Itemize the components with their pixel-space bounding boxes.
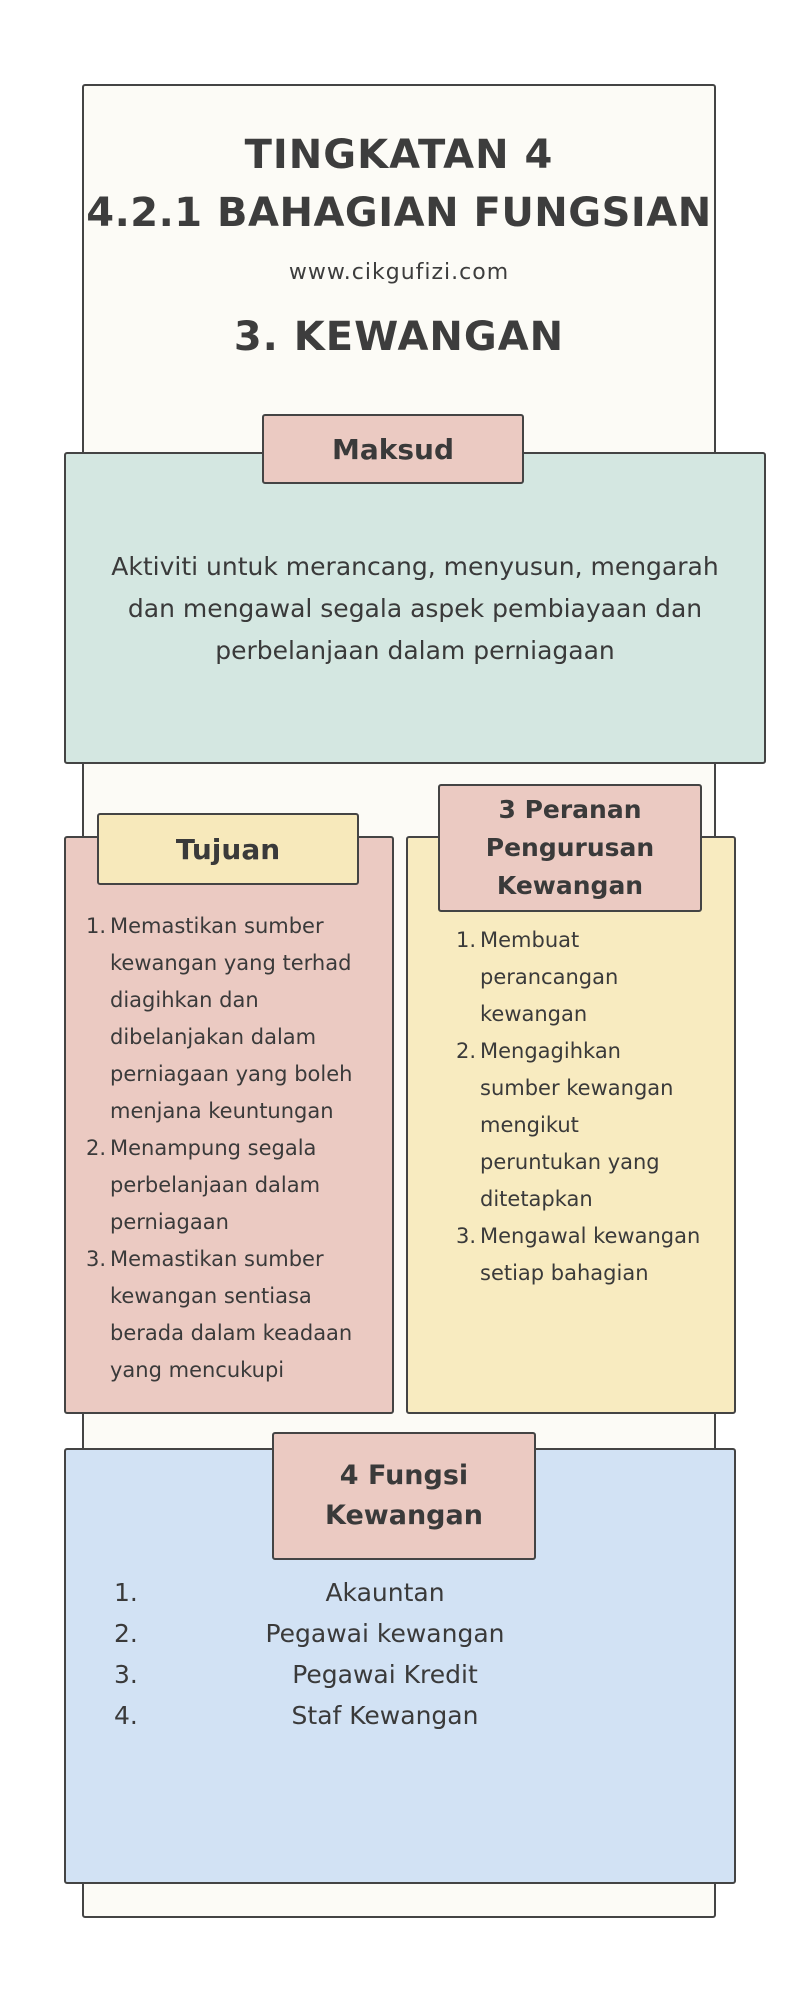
peranan-list <box>456 922 706 1292</box>
list-item: 2. Menampung segala perbelanjaan dalam perniagaan <box>86 1136 321 1234</box>
tujuan-list <box>86 908 376 1389</box>
maksud-label: Maksud <box>262 414 524 484</box>
fungsi-item: 1. Akauntan <box>114 1578 445 1607</box>
list-item: 3. Memastikan sumber kewangan sentiasa berada dalam keadaan yang mencukupi <box>86 1247 353 1382</box>
title-level: TINGKATAN 4 <box>244 132 554 178</box>
list-item: 1. Membuat perancangan kewangan <box>456 928 619 1026</box>
fungsi-item: 2. Pegawai kewangan <box>114 1619 505 1648</box>
list-item: 1. Memastikan sumber kewangan yang terhad diagihkan dan dibelanjakan dalam perniagaan yang boleh menjana keuntungan <box>86 914 353 1123</box>
fungsi-item: 4. Staf Kewangan <box>114 1701 479 1730</box>
section-title: 3. KEWANGAN <box>233 314 565 360</box>
fungsi-item: 3. Pegawai Kredit <box>114 1660 478 1689</box>
website-text: www.cikgufizi.com <box>288 260 510 285</box>
list-item: 2. Mengagihkan sumber kewangan mengikut peruntukan yang ditetapkan <box>456 1039 674 1211</box>
tujuan-label: Tujuan <box>97 813 359 885</box>
list-item: 3. Mengawal kewangan setiap bahagian <box>456 1224 701 1285</box>
maksud-text: Aktiviti untuk merancang, menyusun, mengarah dan mengawal segala aspek pembiayaan dan perbelanjaan dalam perniagaan <box>111 552 719 665</box>
title-topic: 4.2.1 BAHAGIAN FUNGSIAN <box>86 190 712 236</box>
fungsi-label: 4 Fungsi Kewangan <box>272 1432 536 1560</box>
peranan-label: 3 Peranan Pengurusan Kewangan <box>438 784 702 912</box>
